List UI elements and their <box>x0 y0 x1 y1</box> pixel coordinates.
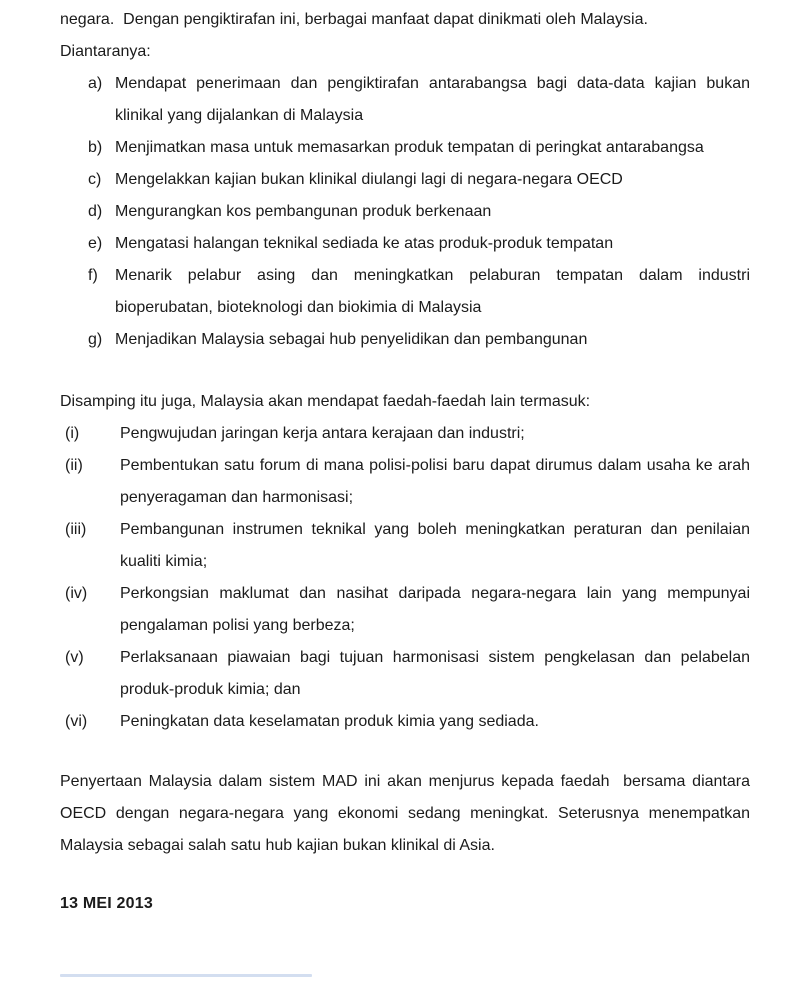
list-item-text: Perlaksanaan piawaian bagi tujuan harmonisasi sistem pengkelasan dan pelabelan produk-produk kimia; dan <box>120 649 750 698</box>
second-paragraph: Disamping itu juga, Malaysia akan mendapat faedah-faedah lain termasuk: <box>60 393 591 410</box>
list-marker: (iii) <box>65 521 87 538</box>
list-item-c <box>60 164 750 196</box>
list-item-iv <box>60 578 750 642</box>
list-marker: (iv) <box>65 585 88 602</box>
list-item-text: Pembangunan instrumen teknikal yang boleh meningkatkan peraturan dan penilaian kualiti kimia; <box>120 521 750 570</box>
list-item-d <box>60 196 750 228</box>
list-item-iii <box>60 514 750 578</box>
list-item-text: Pengwujudan jaringan kerja antara kerajaan dan industri; <box>120 425 525 442</box>
intro-paragraph-line-2: Diantaranya: <box>60 43 151 60</box>
list-item-a <box>60 68 750 132</box>
closing-paragraph: Penyertaan Malaysia dalam sistem MAD ini akan menjurus kepada faedah bersama diantara OECD dengan negara-negara yang ekonomi sedang meningkat. Seterusnya menempatkan Malaysia sebagai salah satu hub kajian bukan klinikal di Asia. <box>60 773 750 854</box>
list-marker: (ii) <box>65 457 83 474</box>
list-item-text: Mengurangkan kos pembangunan produk berkenaan <box>115 203 492 220</box>
list-item-g <box>60 324 750 356</box>
list-item-text: Menjadikan Malaysia sebagai hub penyelidikan dan pembangunan <box>115 331 588 348</box>
list-item-f <box>60 260 750 324</box>
list-item-text: Perkongsian maklumat dan nasihat daripada negara-negara lain yang mempunyai pengalaman polisi yang berbeza; <box>120 585 750 634</box>
list-marker: f) <box>88 267 98 284</box>
list-marker: a) <box>88 75 103 92</box>
list-item-b <box>60 132 750 164</box>
document-date: 13 MEI 2013 <box>60 895 153 912</box>
list-item-text: Mendapat penerimaan dan pengiktirafan antarabangsa bagi data-data kajian bukan klinikal yang dijalankan di Malaysia <box>115 75 750 124</box>
list-item-vi <box>60 706 750 738</box>
list-marker: d) <box>88 203 103 220</box>
list-marker: (vi) <box>65 713 88 730</box>
list-item-e <box>60 228 750 260</box>
list-item-text: Menarik pelabur asing dan meningkatkan pelaburan tempatan dalam industri bioperubatan, bioteknologi dan biokimia di Malaysia <box>115 267 750 316</box>
list-item-text: Peningkatan data keselamatan produk kimia yang sediada. <box>120 713 539 730</box>
list-item-i <box>60 418 750 450</box>
list-item-ii <box>60 450 750 514</box>
footer-artifact-line <box>60 974 312 977</box>
list-marker: b) <box>88 139 103 156</box>
list-item-v <box>60 642 750 706</box>
list-marker: e) <box>88 235 103 252</box>
list-item-text: Menjimatkan masa untuk memasarkan produk tempatan di peringkat antarabangsa <box>115 139 704 156</box>
benefits-list-alpha <box>60 68 750 356</box>
list-item-text: Mengatasi halangan teknikal sediada ke atas produk-produk tempatan <box>115 235 614 252</box>
other-benefits-list-roman <box>60 418 750 738</box>
list-marker: (v) <box>65 649 84 666</box>
list-marker: (i) <box>65 425 80 442</box>
list-marker: c) <box>88 171 102 188</box>
list-item-text: Pembentukan satu forum di mana polisi-polisi baru dapat dirumus dalam usaha ke arah penyeragaman dan harmonisasi; <box>120 457 750 506</box>
intro-paragraph-line-1: negara. Dengan pengiktirafan ini, berbagai manfaat dapat dinikmati oleh Malaysia. <box>60 11 648 28</box>
list-item-text: Mengelakkan kajian bukan klinikal diulangi lagi di negara-negara OECD <box>115 171 623 188</box>
list-marker: g) <box>88 331 103 348</box>
